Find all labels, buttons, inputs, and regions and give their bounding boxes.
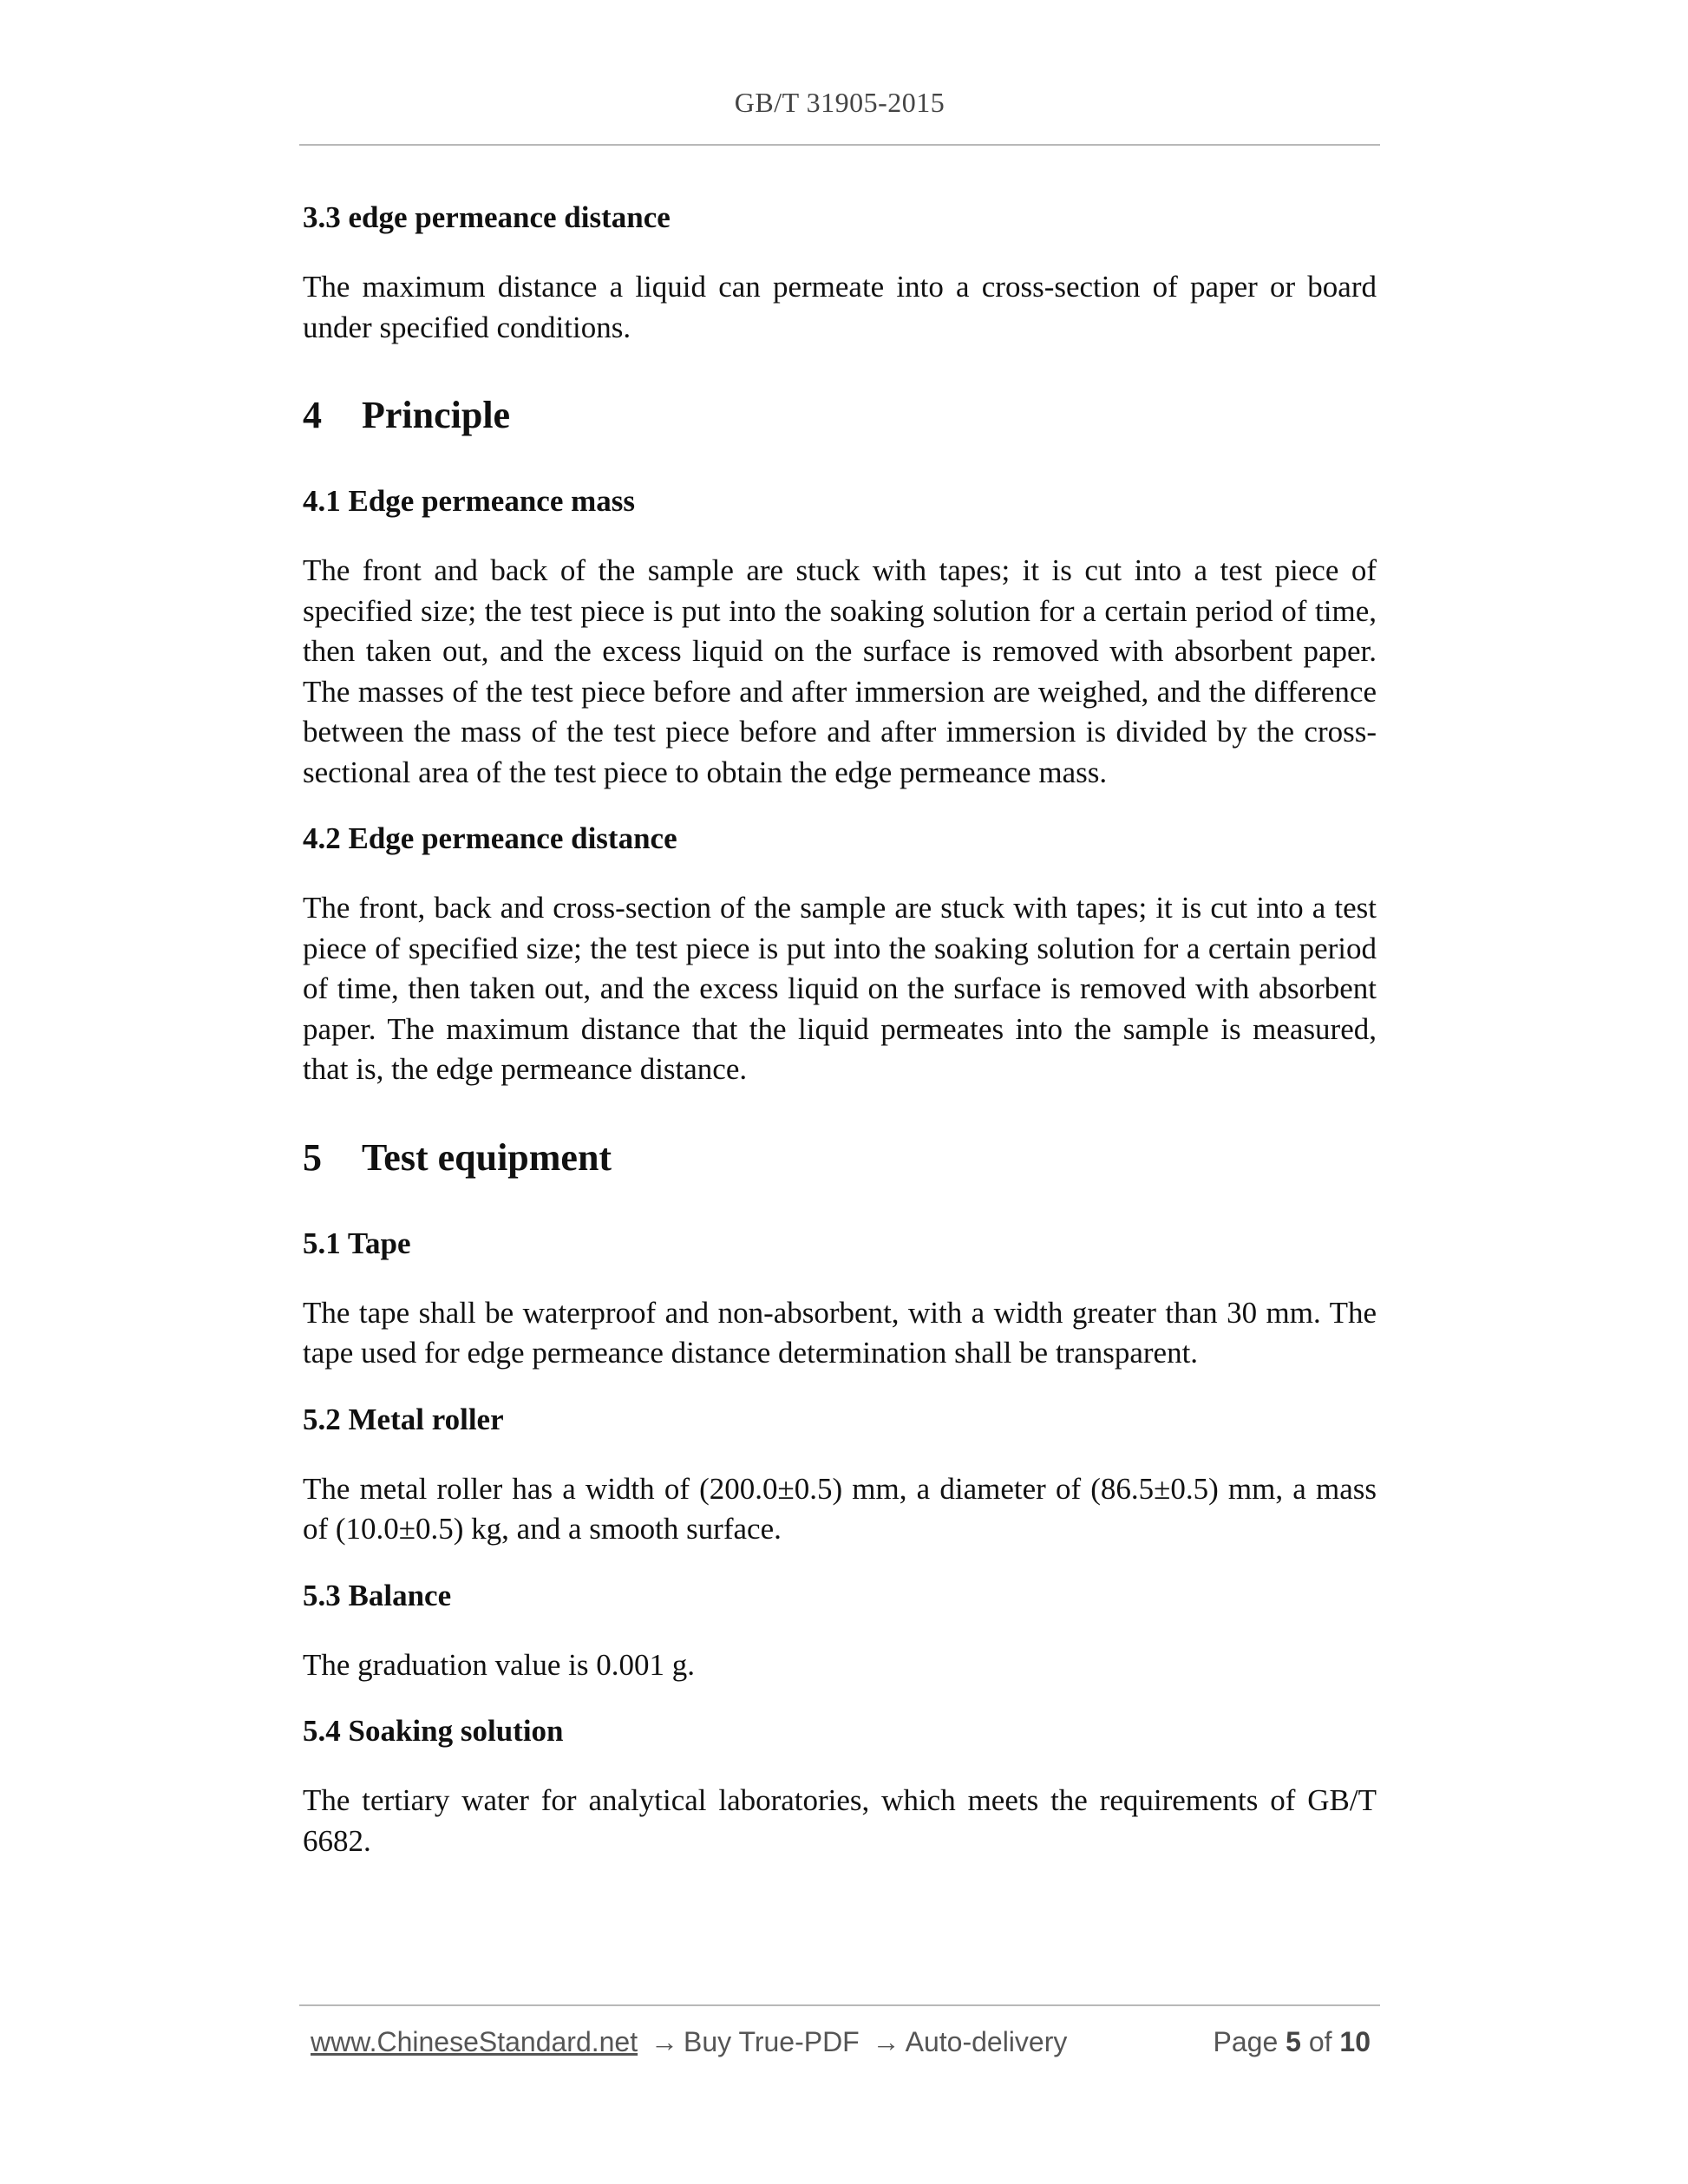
paragraph-4-1: The front and back of the sample are stuck with tapes; it is cut into a test piece of specified size; the test piece is put into the soaking solution for a certain period of time, then taken out, and the excess liquid on the surface is removed with absorbent paper. The masses of the test piece before and after immersion are weighed, and the difference between the mass of the test piece before and after immersion is divided by the cross-sectional area of the test piece to obtain the edge permeance mass. xyxy=(303,553,1377,789)
arrow-right-icon: → xyxy=(651,2025,678,2057)
footer-links xyxy=(311,2026,1067,2058)
heading-4-1: 4.1 Edge permeance mass xyxy=(303,484,636,518)
paragraph-3-3: The maximum distance a liquid can permeate into a cross-section of paper or board under specified conditions. xyxy=(303,270,1377,344)
heading-5-2: 5.2 Metal roller xyxy=(303,1402,504,1436)
paragraph-5-1: The tape shall be waterproof and non-absorbent, with a width greater than 30 mm. The tape used for edge permeance distance determination shall be transparent. xyxy=(303,1295,1377,1370)
auto-delivery-text: Auto-delivery xyxy=(905,2025,1068,2057)
page-footer xyxy=(311,2023,1371,2061)
page-number xyxy=(1214,2026,1371,2058)
header-divider xyxy=(299,144,1380,146)
heading-5-4: 5.4 Soaking solution xyxy=(303,1714,564,1748)
section-number: 4 xyxy=(303,394,322,436)
heading-4-2: 4.2 Edge permeance distance xyxy=(303,821,677,855)
section-title: Test equipment xyxy=(362,1135,612,1179)
section-title: Principle xyxy=(362,394,511,436)
website-link[interactable]: www.ChineseStandard.net xyxy=(311,2025,638,2057)
page-content xyxy=(303,191,1377,1861)
page-of-label: of xyxy=(1308,2025,1332,2057)
footer-divider xyxy=(299,2004,1380,2006)
running-header: GB/T 31905-2015 xyxy=(734,87,945,118)
total-pages: 10 xyxy=(1339,2025,1371,2057)
current-page: 5 xyxy=(1286,2025,1301,2057)
section-heading-5 xyxy=(303,1134,1377,1182)
section-heading-4 xyxy=(303,391,1377,440)
paragraph-5-2: The metal roller has a width of (200.0±0.5) mm, a diameter of (86.5±0.5) mm, a mass of (10.0±0.5) kg, and a smooth surface. xyxy=(303,1471,1377,1546)
page-label: Page xyxy=(1213,2025,1279,2057)
paragraph-4-2: The front, back and cross-section of the sample are stuck with tapes; it is cut into a test piece of specified size; the test piece is put into the soaking solution for a certain period of time, then taken out, and the excess liquid on the surface is removed with absorbent paper. The maximum distance that the liquid permeates into the sample is measured, that is, the edge permeance distance. xyxy=(303,891,1377,1086)
buy-true-pdf-text: Buy True-PDF xyxy=(684,2025,860,2057)
section-number: 5 xyxy=(303,1135,322,1179)
heading-5-1: 5.1 Tape xyxy=(303,1226,411,1260)
heading-3-3: 3.3 edge permeance distance xyxy=(303,200,671,234)
arrow-right-icon: → xyxy=(872,2025,900,2057)
paragraph-5-4: The tertiary water for analytical laboratories, which meets the requirements of GB/T 6682. xyxy=(303,1783,1377,1858)
heading-5-3: 5.3 Balance xyxy=(303,1578,452,1612)
paragraph-5-3: The graduation value is 0.001 g. xyxy=(303,1647,695,1682)
